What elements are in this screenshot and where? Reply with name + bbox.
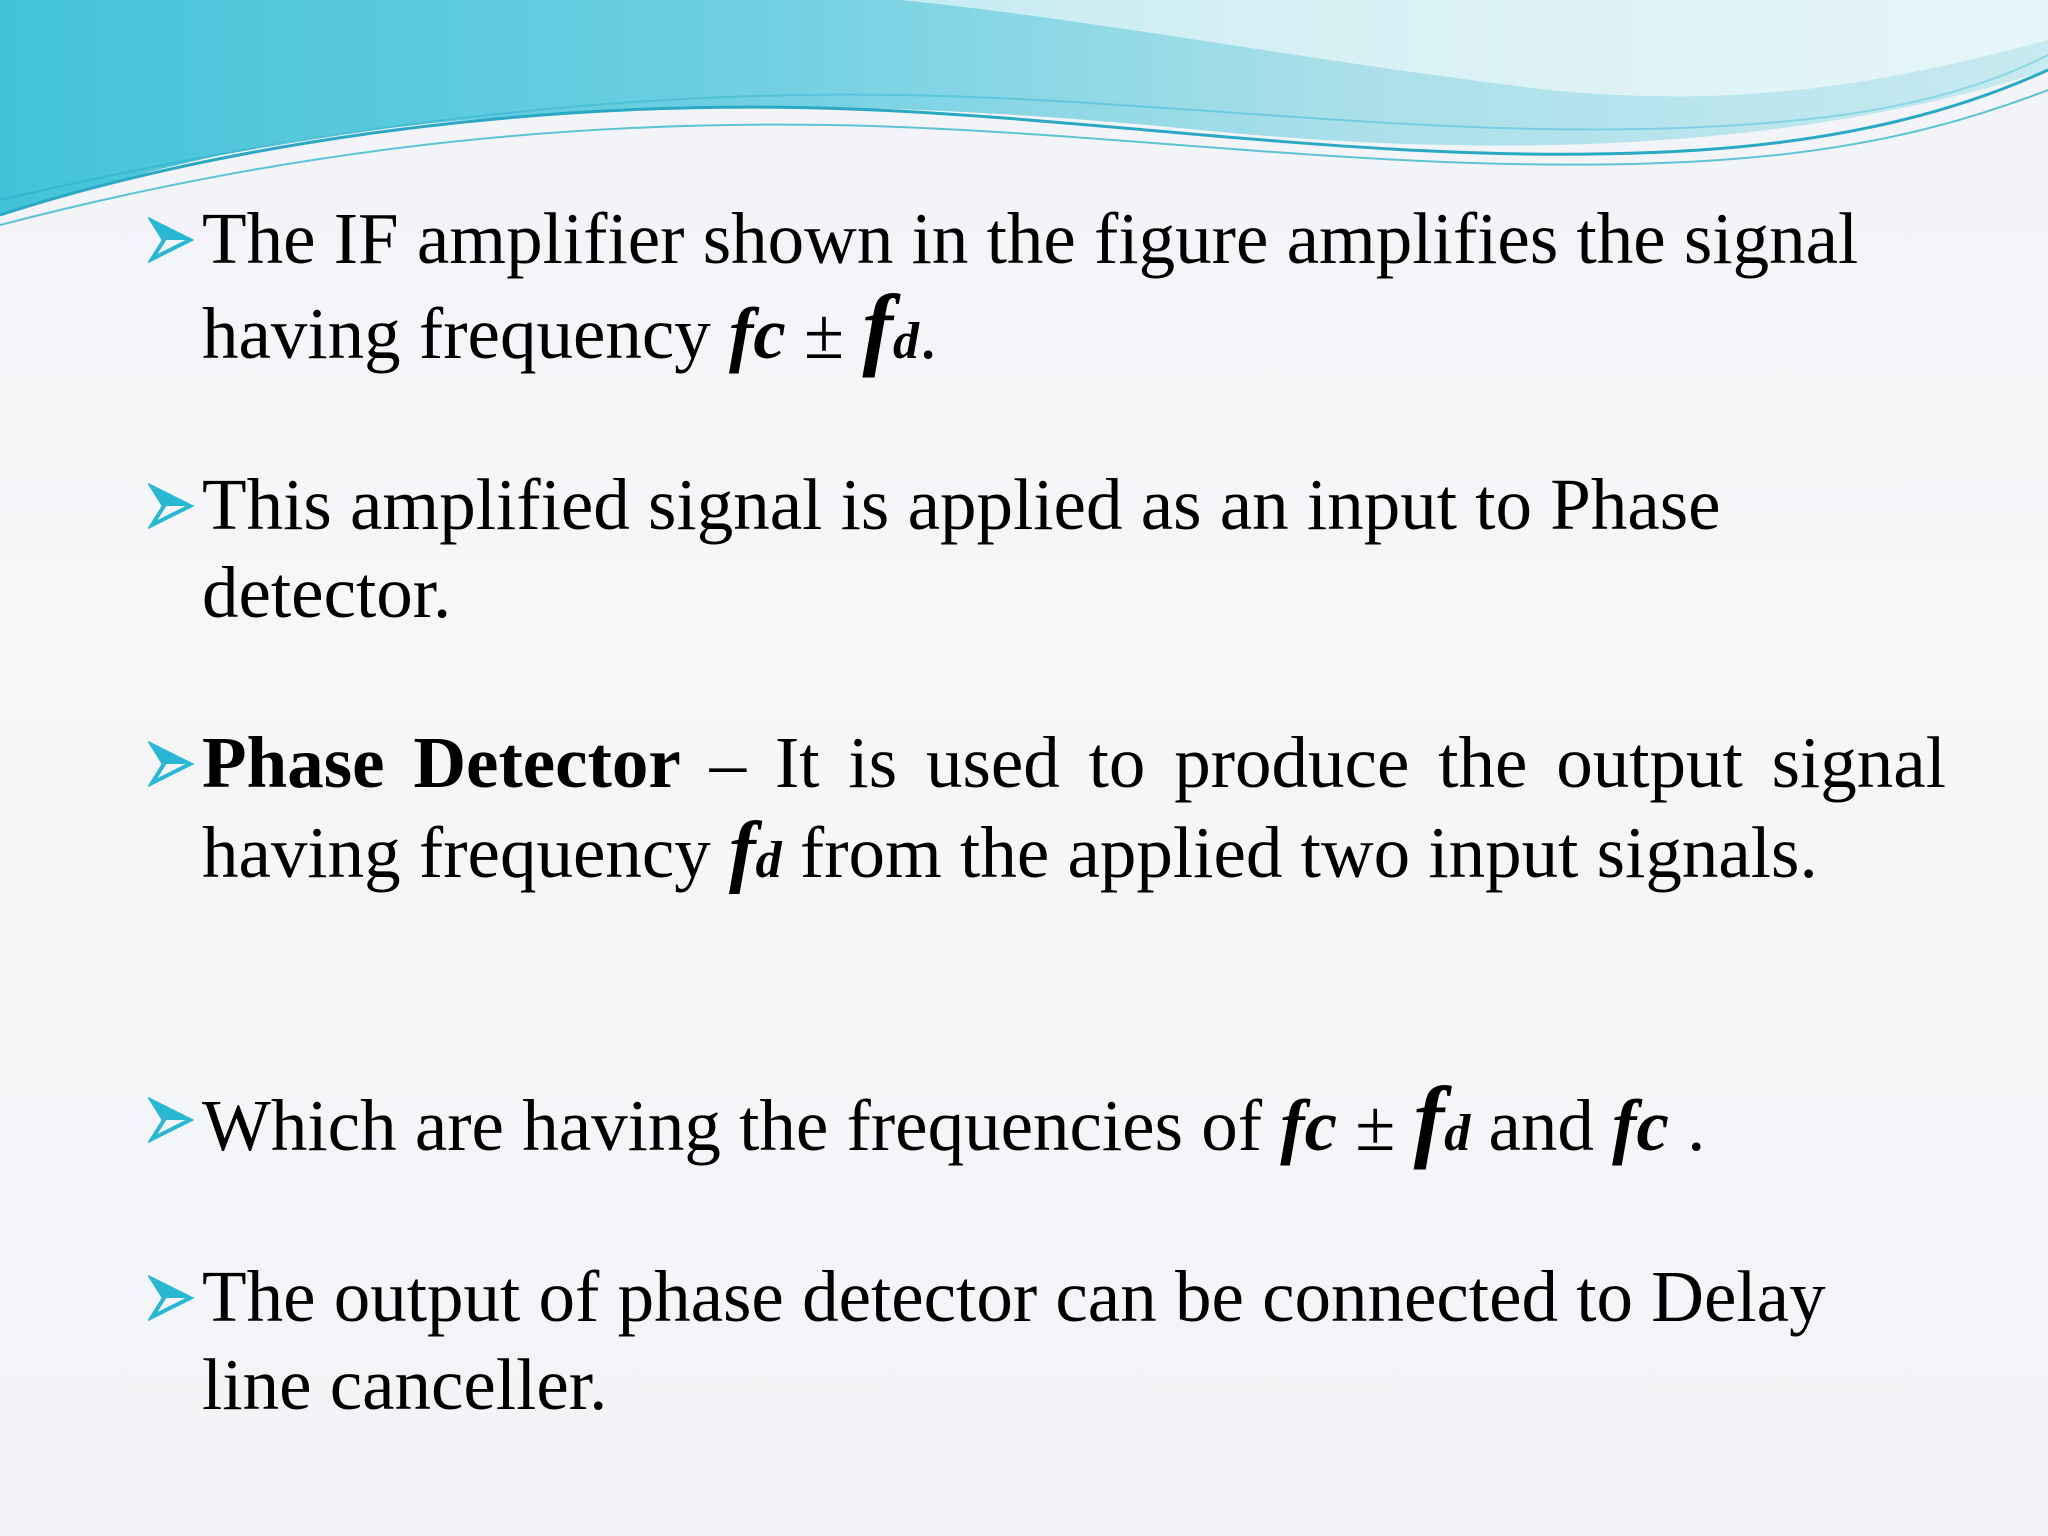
arrowhead-bullet-icon <box>148 1275 194 1321</box>
period: . <box>918 293 938 374</box>
bullet-text-span: The IF amplifier shown in the figure amplifies the signal having frequency <box>202 198 1859 374</box>
arrowhead-bullet-icon <box>148 217 194 263</box>
bullet-text-span: – It is used to produce the output signal having frequency <box>202 722 1946 893</box>
bullet-text-span: from the applied two input signals. <box>781 812 1818 893</box>
symbol-d: d <box>755 832 782 889</box>
symbol-f: f <box>729 807 756 895</box>
bullet-text <box>202 195 1946 386</box>
bullet-text <box>202 1068 1946 1178</box>
symbol-f: f <box>862 276 893 378</box>
symbol-fc: fc <box>729 293 786 374</box>
bullet-text-span: and <box>1470 1085 1613 1166</box>
arrowhead-bullet-icon <box>148 741 194 787</box>
term-phase-detector: Phase Detector <box>202 722 681 803</box>
bullet-text: This amplified signal is applied as an input to Phase detector. <box>202 464 1721 633</box>
bullet-text <box>202 719 1946 905</box>
arrowhead-bullet-icon <box>148 1097 194 1143</box>
symbol-d: d <box>1444 1105 1471 1162</box>
bullet-text-span: Which are having the frequencies of <box>202 1085 1281 1166</box>
plus-minus: ± <box>785 293 863 374</box>
period: . <box>1668 1085 1706 1166</box>
symbol-f: f <box>1413 1068 1445 1170</box>
symbol-fc: fc <box>1612 1085 1669 1166</box>
plus-minus: ± <box>1337 1085 1414 1166</box>
arrowhead-bullet-icon <box>148 483 194 529</box>
bullet-text: The output of phase detector can be connected to Delay line canceller. <box>202 1256 1826 1425</box>
symbol-fc: fc <box>1280 1085 1338 1166</box>
symbol-d: d <box>892 313 919 370</box>
